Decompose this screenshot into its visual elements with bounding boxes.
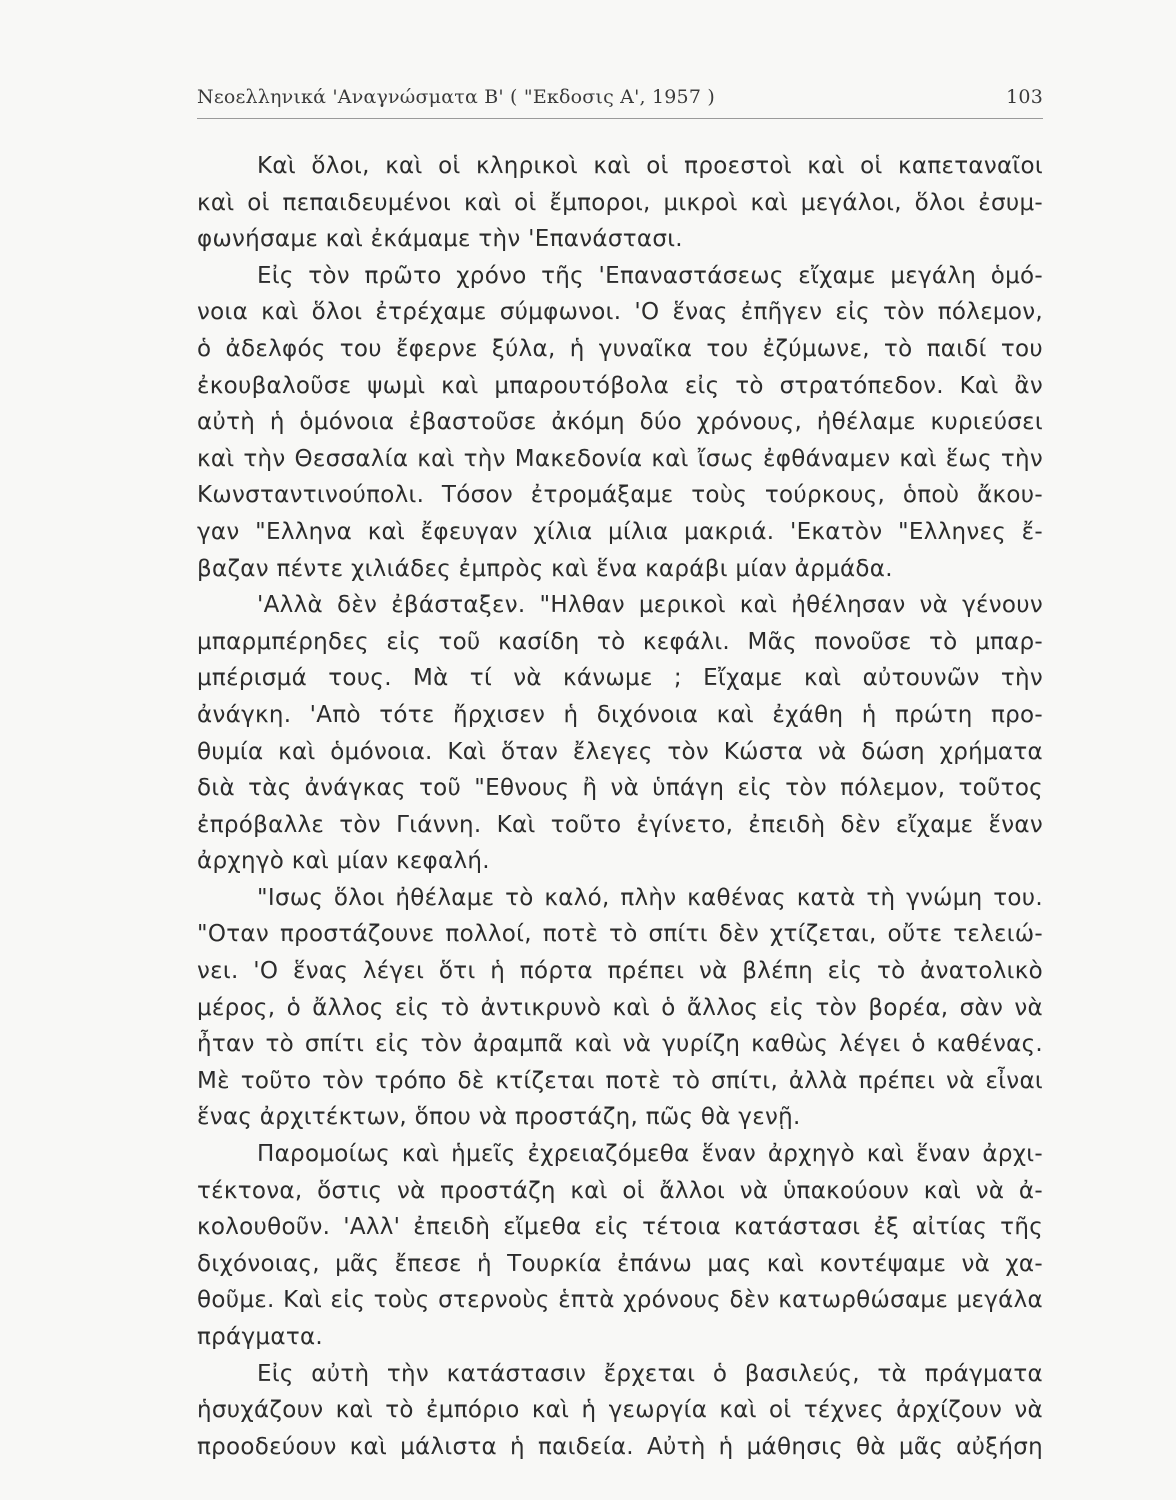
running-header-title: Νεοελληνικά 'Αναγνώσματα Β' ( "Εκδοσις Α', 1957 ) xyxy=(197,86,715,108)
text-line: μέρος, ὁ ἄλλος εἰς τὸ ἀντικρυνὸ καὶ ὁ ἄλλος εἰς τὸν βορέα, σὰν νὰ xyxy=(197,994,1043,1021)
text-line: θυμία καὶ ὁμόνοια. Καὶ ὅταν ἔλεγες τὸν Κώστα νὰ δώση χρήματα xyxy=(197,738,1043,765)
text-line: "Οταν προστάζουνε πολλοί, ποτὲ τὸ σπίτι δὲν χτίζεται, οὔτε τελειώ- xyxy=(197,921,1043,948)
text-line: ἀρχηγὸ καὶ μίαν κεφαλή. xyxy=(197,848,490,875)
text-line: "Ισως ὅλοι ἠθέλαμε τὸ καλό, πλὴν καθένας κατὰ τὴ γνώμη του. xyxy=(257,884,1043,911)
text-line: διχόνοιας, μᾶς ἔπεσε ἡ Τουρκία ἐπάνω μας καὶ κοντέψαμε νὰ χα- xyxy=(197,1250,1043,1277)
text-line: μπαρμπέρηδες εἰς τοῦ κασίδη τὸ κεφάλι. Μᾶς πονοῦσε τὸ μπαρ- xyxy=(197,628,1043,655)
text-line: Κωνσταντινούπολι. Τόσον ἐτρομάξαμε τοὺς τούρκους, ὁποὺ ἄκου- xyxy=(197,482,1043,509)
text-line: πράγματα. xyxy=(197,1324,324,1350)
text-line: νει. 'Ο ἕνας λέγει ὅτι ἡ πόρτα πρέπει νὰ βλέπη εἰς τὸ ἀνατολικὸ xyxy=(197,958,1043,985)
text-line: Εἰς αὐτὴ τὴν κατάστασιν ἔρχεται ὁ βασιλεύς, τὰ πράγματα xyxy=(257,1360,1043,1387)
running-header xyxy=(197,86,1043,116)
text-line: βαζαν πέντε χιλιάδες ἐμπρὸς καὶ ἕνα καράβι μίαν ἀρμάδα. xyxy=(197,555,893,582)
text-line: τέκτονα, ὅστις νὰ προστάζη καὶ οἱ ἄλλοι νὰ ὑπακούουν καὶ νὰ ἀ- xyxy=(197,1177,1043,1204)
text-line: κολουθοῦν. 'Αλλ' ἐπειδὴ εἴμεθα εἰς τέτοια κατάστασι ἐξ αἰτίας τῆς xyxy=(197,1214,1043,1241)
text-line: μπέρισμά τους. Μὰ τί νὰ κάνωμε ; Εἴχαμε καὶ αὐτουνῶν τὴν xyxy=(197,665,1043,692)
text-line: γαν "Ελληνα καὶ ἔφευγαν χίλια μίλια μακριά. 'Εκατὸν "Ελληνες ἔ- xyxy=(197,518,1043,545)
text-line: ὁ ἀδελφός του ἔφερνε ξύλα, ἡ γυναῖκα του ἐζύμωνε, τὸ παιδί του xyxy=(197,335,1043,362)
text-line: αὐτὴ ἡ ὁμόνοια ἐβαστοῦσε ἀκόμη δύο χρόνους, ἠθέλαμε κυριεύσει xyxy=(197,409,1043,436)
text-line: ἡσυχάζουν καὶ τὸ ἐμπόριο καὶ ἡ γεωργία καὶ οἱ τέχνες ἀρχίζουν νὰ xyxy=(197,1397,1043,1424)
body-text xyxy=(197,148,1043,1465)
page-number: 103 xyxy=(1006,86,1043,108)
text-line: φωνήσαμε καὶ ἐκάμαμε τὴν 'Επανάστασι. xyxy=(197,226,683,253)
text-line: προοδεύουν καὶ μάλιστα ἡ παιδεία. Αὐτὴ ἡ μάθησις θὰ μᾶς αὐξήση xyxy=(197,1433,1043,1460)
text-line: ἀνάγκη. 'Απὸ τότε ἤρχισεν ἡ διχόνοια καὶ ἐχάθη ἡ πρώτη προ- xyxy=(197,701,1043,728)
text-line: ἐκουβαλοῦσε ψωμὶ καὶ μπαρουτόβολα εἰς τὸ στρατόπεδον. Καὶ ἂν xyxy=(197,372,1043,399)
text-line: Καὶ ὅλοι, καὶ οἱ κληρικοὶ καὶ οἱ προεστοὶ καὶ οἱ καπεταναῖοι xyxy=(257,153,1043,179)
text-line: 'Αλλὰ δὲν ἐβάσταξεν. "Ηλθαν μερικοὶ καὶ ἠθέλησαν νὰ γένουν xyxy=(257,592,1043,619)
text-line: διὰ τὰς ἀνάγκας τοῦ "Εθνους ἢ νὰ ὑπάγη εἰς τὸν πόλεμον, τοῦτος xyxy=(197,775,1043,802)
text-line: ἐπρόβαλλε τὸν Γιάννη. Καὶ τοῦτο ἐγίνετο, ἐπειδὴ δὲν εἴχαμε ἕναν xyxy=(197,811,1043,838)
text-line: ἕνας ἀρχιτέκτων, ὅπου νὰ προστάζη, πῶς θὰ γενῇ. xyxy=(197,1104,801,1131)
text-line: καὶ τὴν Θεσσαλία καὶ τὴν Μακεδονία καὶ ἴσως ἐφθάναμεν καὶ ἕως τὴν xyxy=(197,445,1043,472)
text-line: Παρομοίως καὶ ἡμεῖς ἐχρειαζόμεθα ἕναν ἀρχηγὸ καὶ ἕναν ἀρχι- xyxy=(257,1141,1043,1168)
text-line: νοια καὶ ὅλοι ἐτρέχαμε σύμφωνοι. 'Ο ἕνας ἐπῆγεν εἰς τὸν πόλεμον, xyxy=(197,299,1043,326)
text-line: Μὲ τοῦτο τὸν τρόπο δὲ κτίζεται ποτὲ τὸ σπίτι, ἀλλὰ πρέπει νὰ εἶναι xyxy=(197,1067,1043,1094)
text-line: καὶ οἱ πεπαιδευμένοι καὶ οἱ ἔμποροι, μικροὶ καὶ μεγάλοι, ὅλοι ἐσυμ- xyxy=(197,189,1043,216)
text-line: θοῦμε. Καὶ εἰς τοὺς στερνοὺς ἑπτὰ χρόνους δὲν κατωρθώσαμε μεγάλα xyxy=(197,1287,1043,1314)
text-line: ἦταν τὸ σπίτι εἰς τὸν ἀραμπᾶ καὶ νὰ γυρίζη καθὼς λέγει ὁ καθένας. xyxy=(197,1031,1043,1058)
text-line: Εἰς τὸν πρῶτο χρόνο τῆς 'Επαναστάσεως εἴχαμε μεγάλη ὁμό- xyxy=(257,262,1043,289)
header-rule xyxy=(197,118,1043,119)
